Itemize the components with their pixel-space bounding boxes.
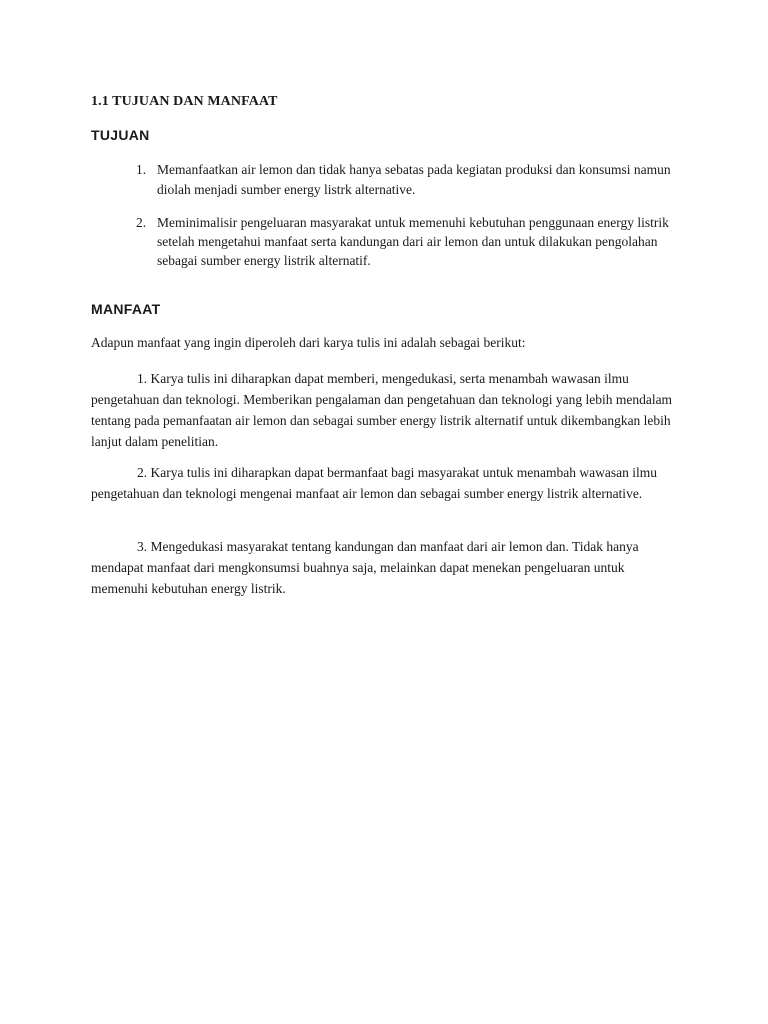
tujuan-item-text: Meminimalisir pengeluaran masyarakat untuk memenuhi kebutuhan penggunaan energy listrik setelah mengetahui manfaat serta kandungan dari air lemon dan untuk dilakukan pengolahan sebagai sumber energy listrik alternatif. [157, 215, 669, 268]
tujuan-item-text: Memanfaatkan air lemon dan tidak hanya sebatas pada kegiatan produksi dan konsumsi namun diolah menjadi sumber energy listrk alternative. [157, 162, 671, 197]
manfaat-intro: Adapun manfaat yang ingin diperoleh dari karya tulis ini adalah sebagai berikut: [91, 335, 526, 350]
tujuan-item-2 [91, 213, 691, 273]
manfaat-heading: MANFAAT [91, 301, 161, 317]
manfaat-paragraph-2: 2. Karya tulis ini diharapkan dapat bermanfaat bagi masyarakat untuk menambah wawasan ilmu pengetahuan dan teknologi mengenai manfaat air lemon dan sebagai sumber energy listrik alternative. [91, 465, 657, 501]
manfaat-paragraph-3: 3. Mengedukasi masyarakat tentang kandungan dan manfaat dari air lemon dan. Tidak hanya mendapat manfaat dari mengkonsumsi buahnya saja, melainkan dapat menekan pengeluaran untuk memenuhi kebutuhan energy listrik. [91, 539, 639, 596]
tujuan-item-1 [91, 160, 691, 200]
tujuan-item-number: 2. [136, 215, 147, 230]
tujuan-item-number: 1. [136, 162, 147, 177]
tujuan-heading: TUJUAN [91, 127, 150, 143]
section-title: 1.1 TUJUAN DAN MANFAAT [91, 94, 278, 109]
manfaat-paragraph-1: 1. Karya tulis ini diharapkan dapat memberi, mengedukasi, serta menambah wawasan ilmu pengetahuan dan teknologi. Memberikan pengalaman dan pengetahuan dan teknologi yang lebih mendalam tentang pada pemanfaatan air lemon dan sebagai sumber energy listrik alternatif untuk dikembangkan lebih lanjut dalam penelitian. [91, 371, 673, 449]
